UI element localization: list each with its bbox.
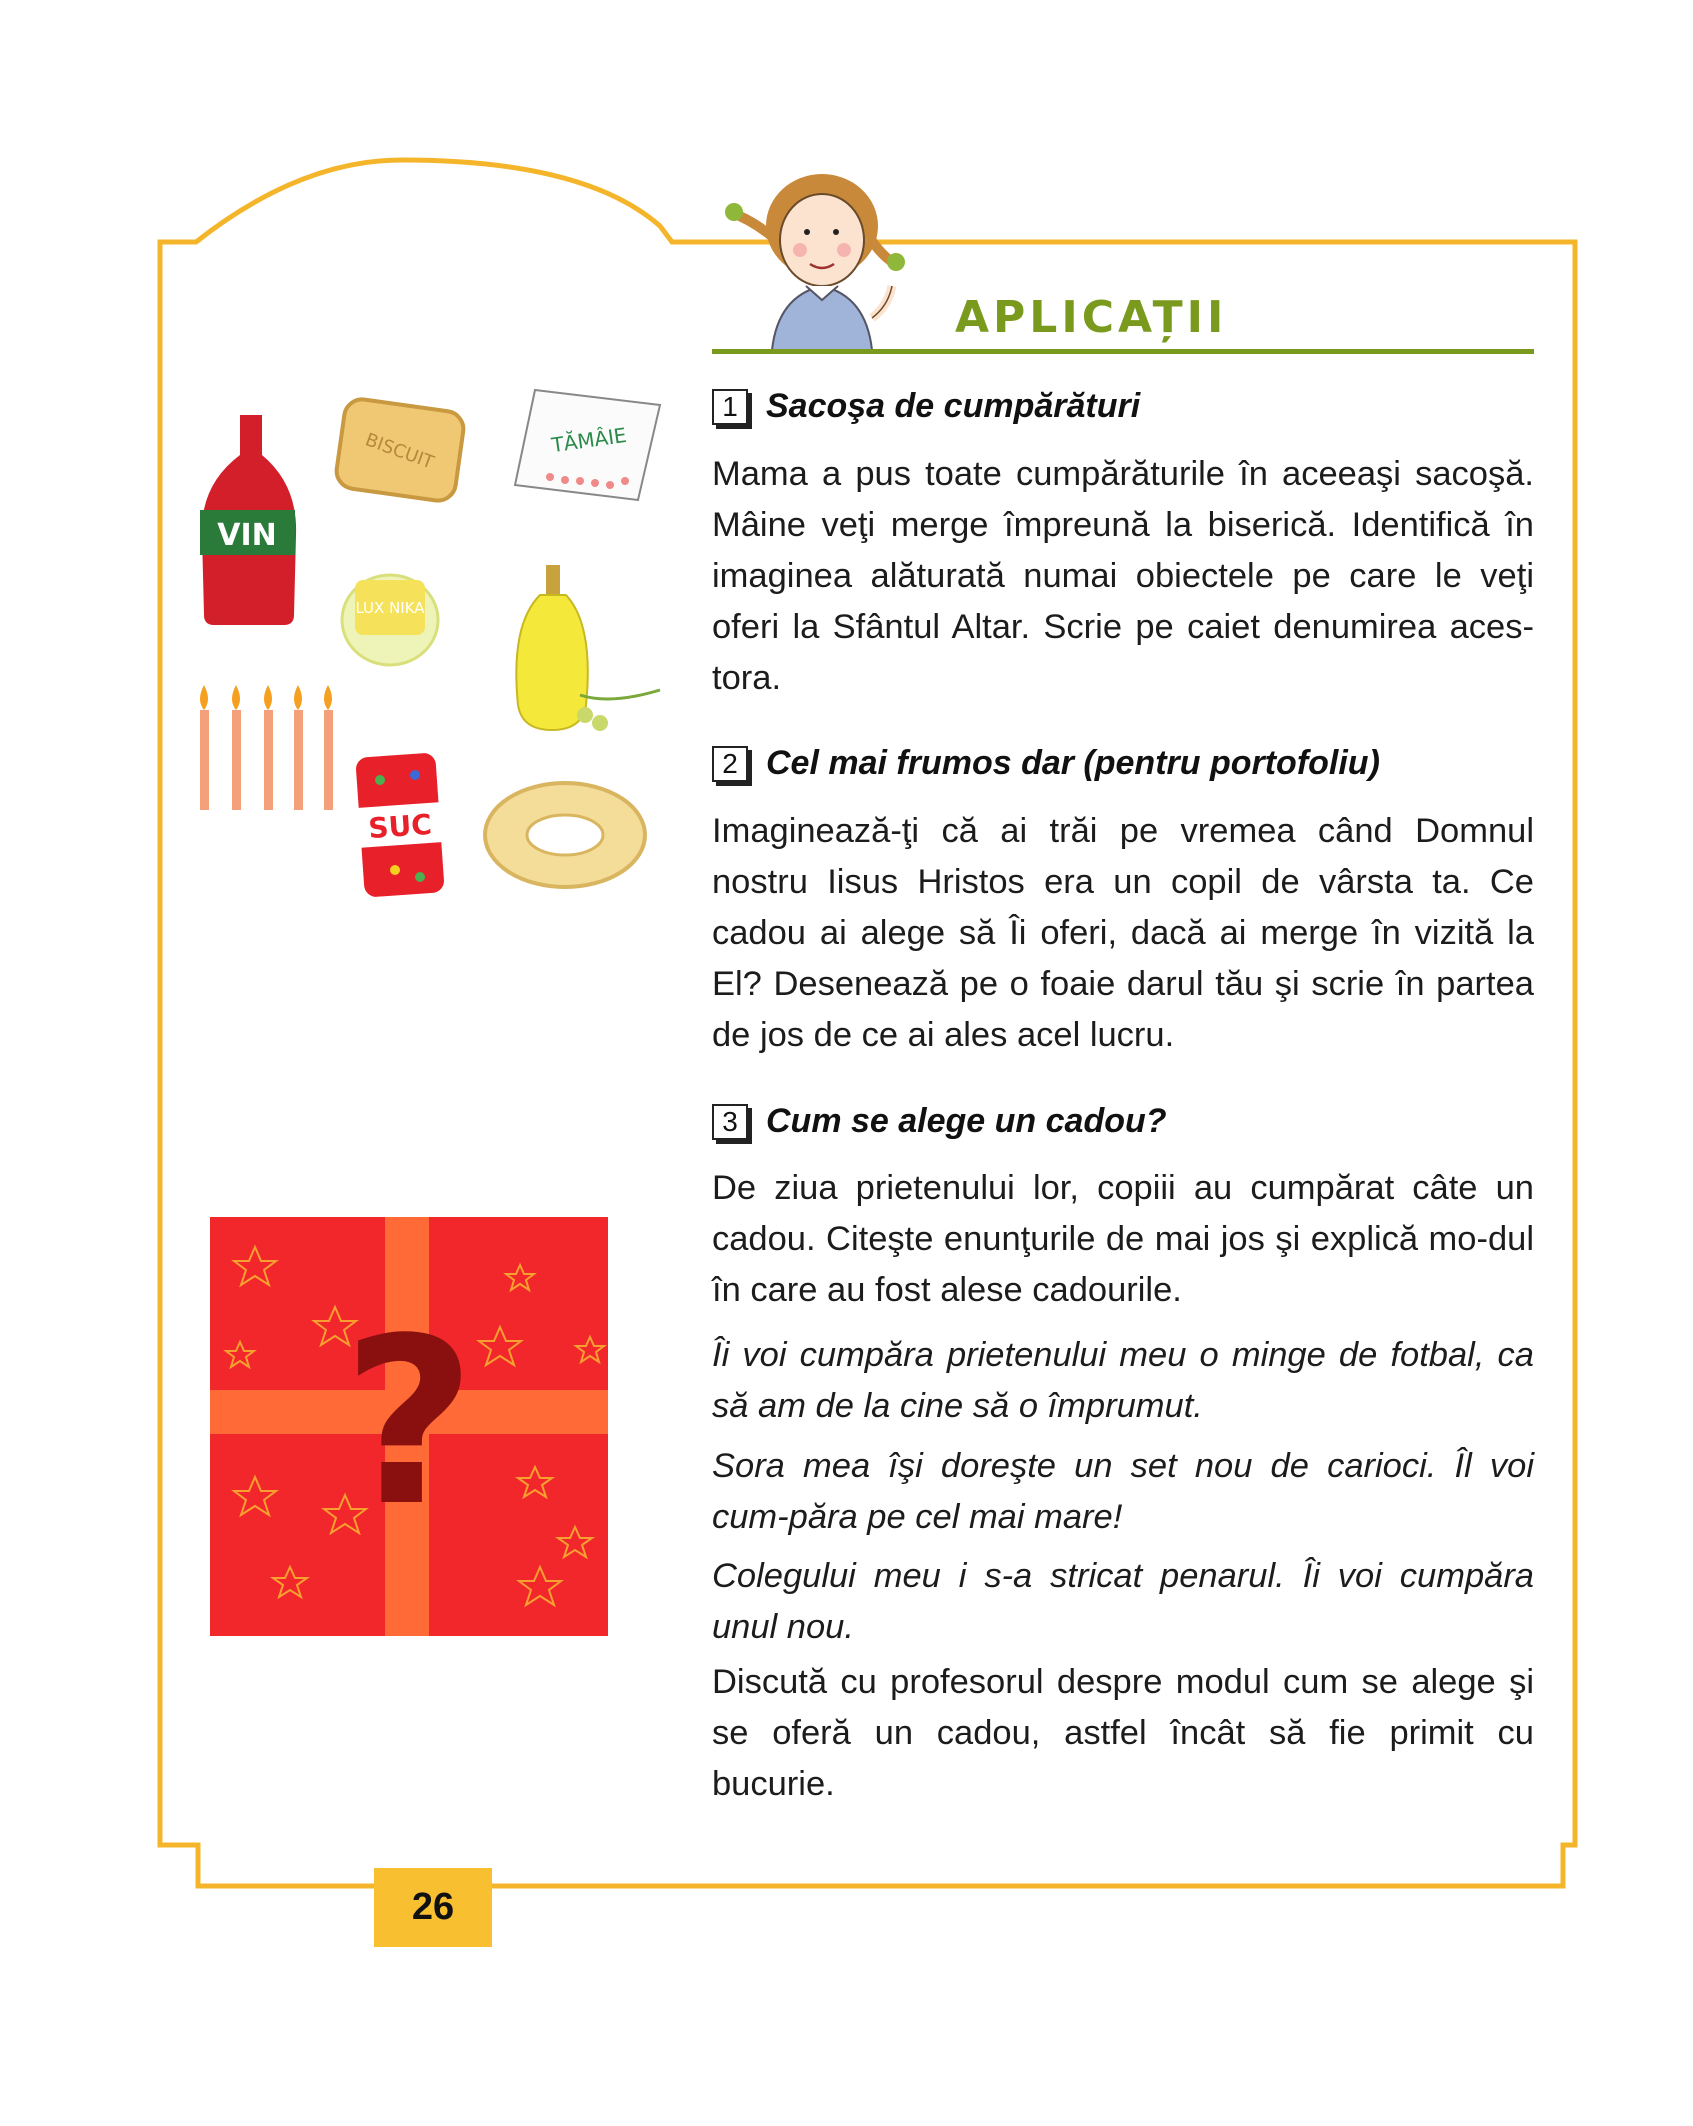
girl-illustration: [712, 168, 922, 350]
exercise-2-header: [712, 744, 1380, 783]
juice-label: SUC: [367, 807, 433, 846]
exercise-3-statement-3: Colegului meu i s-a stricat penarul. Îi voi cumpăra unul nou.: [712, 1557, 1534, 1646]
wine-label: VIN: [217, 518, 277, 553]
section-title: APLICAȚII: [955, 292, 1228, 343]
gift-box-illustration: [210, 1217, 608, 1636]
exercise-number: 3: [712, 1104, 748, 1140]
biscuit-label: BISCUIT: [362, 429, 437, 474]
biscuit-icon: [334, 397, 465, 503]
juice-can-icon: [355, 752, 445, 897]
exercise-3-intro: De ziua prietenului lor, copiii au cumpărat câte un cadou. Citeşte enunţurile de mai jos şi explică mo-dul în care au fost alese cadourile.: [712, 1169, 1534, 1309]
soap-label: LUX NIKA: [355, 599, 425, 617]
exercise-2-text: Imaginează-ţi că ai trăi pe vremea când Domnul nostru Iisus Hristos era un copil de vârsta ta. Ce cadou ai alege să Îi oferi, dacă ai merge în vizită la El? Desenează pe o foaie darul tău şi scrie în partea de jos de ce ai ales acel lucru.: [712, 812, 1534, 1054]
wine-bottle-icon: [200, 415, 296, 625]
ring-bread-icon: [485, 783, 645, 887]
shopping-items-illustration: [190, 385, 680, 905]
exercise-title: Sacoşa de cumpărături: [766, 387, 1141, 425]
incense-label: TĂMÂIE: [550, 422, 629, 458]
exercise-3-header: [712, 1102, 1167, 1141]
exercise-3-discussion: Discută cu profesorul despre modul cum se alege şi se oferă un cadou, astfel încât să fie primit cu bucurie.: [712, 1663, 1534, 1803]
incense-bag-icon: [515, 390, 660, 500]
title-divider: [712, 349, 1534, 354]
exercise-3-statement-1: Îi voi cumpăra prietenului meu o minge de fotbal, ca să am de la cine să o împrumut.: [712, 1336, 1534, 1425]
exercise-number: 2: [712, 746, 748, 782]
exercise-title: Cum se alege un cadou?: [766, 1102, 1167, 1140]
soap-icon: [342, 575, 438, 665]
question-mark: ?: [342, 1290, 476, 1557]
exercise-title: Cel mai frumos dar (pentru portofoliu): [766, 744, 1380, 782]
exercise-1-header: [712, 387, 1140, 426]
exercise-1-text: Mama a pus toate cumpărăturile în aceeaşi sacoşă. Mâine veţi merge împreună la biserică. Identifică în imaginea alăturată numai obiectele pe care le veţi oferi la Sfântul Altar. Scrie pe caiet denumirea aces-tora.: [712, 455, 1534, 697]
exercise-3-statement-2: Sora mea îşi doreşte un set nou de carioci. Îl voi cum-păra pe cel mai mare!: [712, 1447, 1534, 1536]
page-number: 26: [411, 1886, 455, 1928]
oil-bottle-icon: [516, 565, 660, 731]
exercise-number: 1: [712, 389, 748, 425]
candles-icon: [200, 685, 333, 810]
